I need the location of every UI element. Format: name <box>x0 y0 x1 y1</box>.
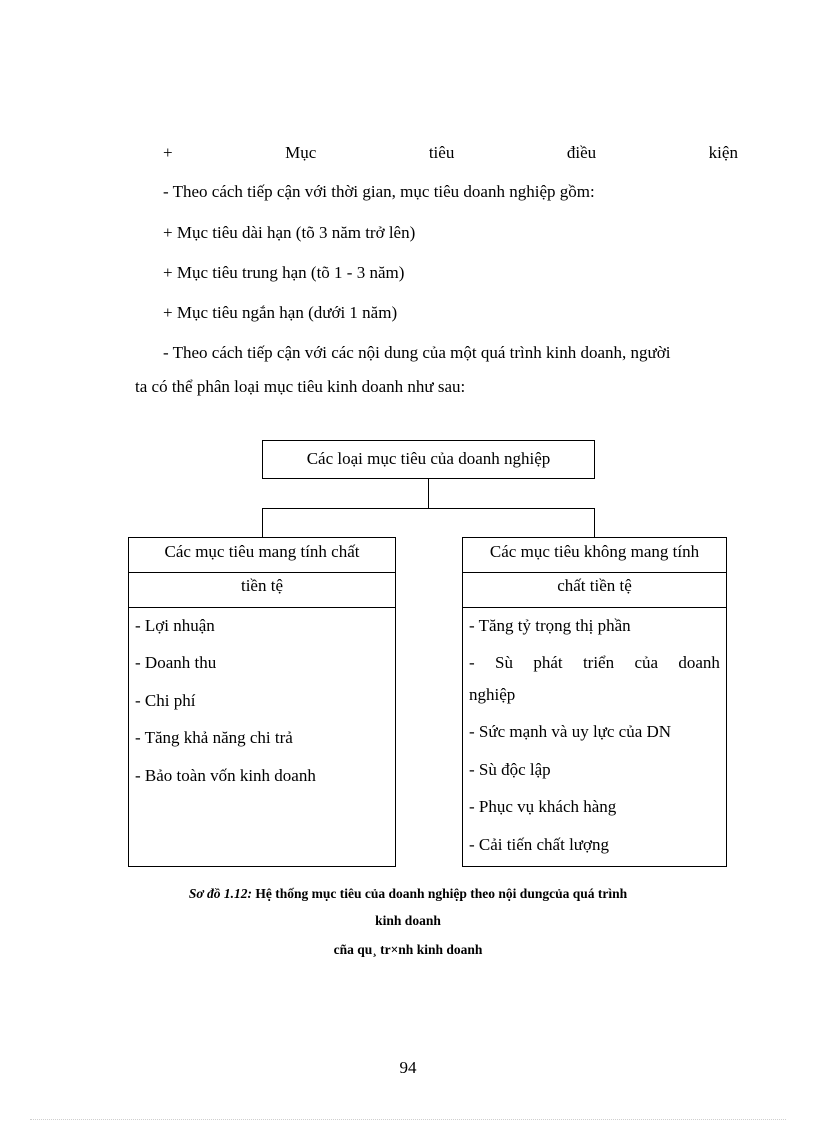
list-item: - Phục vụ khách hàng <box>469 797 617 816</box>
list-item: - Cải tiến chất lượng <box>469 835 610 854</box>
connector-line <box>262 508 595 509</box>
paragraph-line: - Theo cách tiếp cận với thời gian, mục tiêu doanh nghiệp gồm: <box>163 182 595 201</box>
left-header-line1: Các mục tiêu mang tính chất <box>164 542 360 561</box>
word: phát <box>533 653 563 672</box>
list-item: - Tăng tỷ trọng thị phần <box>469 616 631 635</box>
paragraph-line: + Mục tiêu trung hạn (tõ 1 - 3 năm) <box>163 263 405 282</box>
list-item: - Sù độc lập <box>469 760 551 779</box>
word: Mục <box>285 143 317 162</box>
figure-caption-line3: cña qu¸ tr×nh kinh doanh <box>333 942 483 957</box>
right-header-line1: Các mục tiêu không mang tính <box>489 542 700 561</box>
paragraph-line: + Mục tiêu dài hạn (tõ 3 năm trở lên) <box>163 223 416 242</box>
caption-text: Hệ thống mục tiêu của doanh nghiệp theo nội dungcủa quá trình <box>252 886 628 901</box>
justified-list-item <box>469 653 720 673</box>
word: kiện <box>708 143 738 162</box>
right-category-box <box>462 537 727 867</box>
caption-label: Sơ đồ 1.12: <box>188 886 253 901</box>
paragraph-line: ta có thể phân loại mục tiêu kinh doanh như sau: <box>135 377 466 396</box>
paragraph-line: - Theo cách tiếp cận với các nội dung của một quá trình kinh doanh, người <box>163 343 671 362</box>
root-box <box>262 440 595 479</box>
list-item: nghiệp <box>469 685 516 704</box>
header-divider <box>463 572 726 573</box>
justified-line <box>163 143 738 163</box>
word: + <box>163 143 173 162</box>
connector-line <box>594 508 595 537</box>
connector-line <box>262 508 263 537</box>
left-header-line2: tiền tệ <box>240 576 283 595</box>
list-item: - Tăng khả năng chi trả <box>135 728 293 747</box>
word: - <box>469 653 475 672</box>
left-category-box <box>128 537 396 867</box>
paragraph-line: + Mục tiêu ngắn hạn (dưới 1 năm) <box>163 303 398 322</box>
figure-caption-line2: kinh doanh <box>375 913 441 928</box>
list-item: - Doanh thu <box>135 653 217 672</box>
list-item: - Chi phí <box>135 691 196 710</box>
word: của <box>634 653 659 672</box>
right-header-line2: chất tiền tệ <box>557 576 632 595</box>
header-divider <box>129 572 395 573</box>
word: điều <box>566 143 597 162</box>
root-label: Các loại mục tiêu của doanh nghiệp <box>306 449 551 468</box>
word: triển <box>582 653 615 672</box>
page-number: 94 <box>399 1058 417 1077</box>
connector-line <box>428 479 429 508</box>
word: doanh <box>678 653 720 672</box>
figure-caption <box>0 886 816 902</box>
word: Sù <box>495 653 513 672</box>
list-item: - Lợi nhuận <box>135 616 215 635</box>
list-item: - Bảo toàn vốn kinh doanh <box>135 766 316 785</box>
header-divider <box>463 607 726 608</box>
right-items <box>469 616 720 856</box>
page-border <box>30 1119 786 1120</box>
header-divider <box>129 607 395 608</box>
list-item: - Sức mạnh và uy lực của DN <box>469 722 672 741</box>
word: tiêu <box>428 143 455 162</box>
